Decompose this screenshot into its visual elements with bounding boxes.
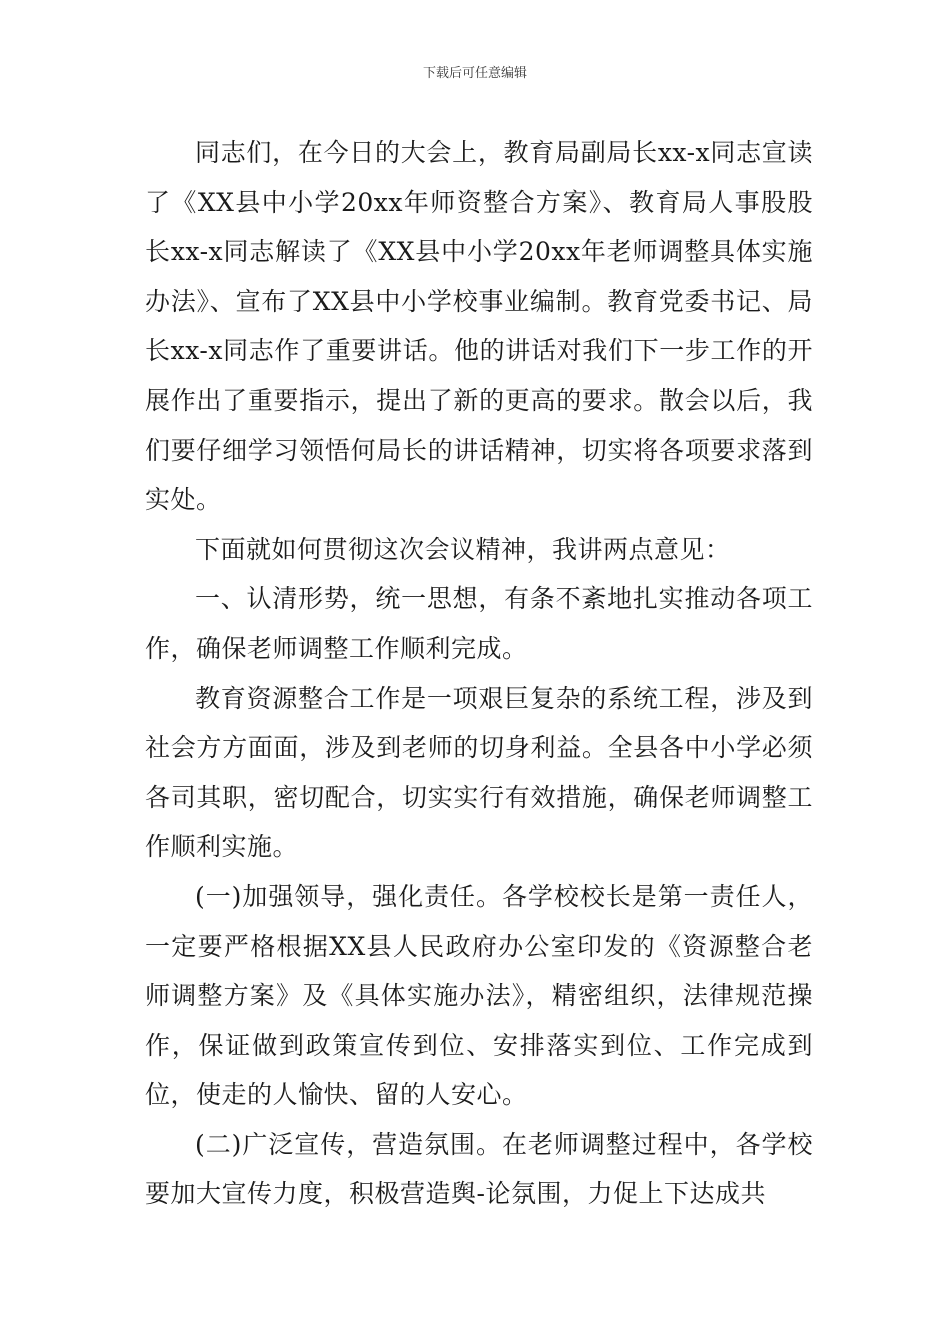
paragraph-section-one-heading: 一、认清形势，统一思想，有条不紊地扎实推动各项工作，确保老师调整工作顺利完成。 <box>145 584 813 663</box>
document-body <box>145 128 813 1219</box>
paragraph-intro: 下面就如何贯彻这次会议精神，我讲两点意见： <box>195 534 731 564</box>
paragraph-opening: 同志们，在今日的大会上，教育局副局长xx-x同志宣读了《XX县中小学20xx年师资整合方案》、教育局人事股股长xx-x同志解读了《XX县中小学20xx年老师调整具体实施办法》、宣布了XX县中小学校事业编制。教育党委书记、局长xx-x同志作了重要讲话。他的讲话对我们下一步工作的开展作出了重要指示，提出了新的更高的要求。散会以后，我们要仔细学习领悟何局长的讲话精神，切实将各项要求落到实处。 <box>145 138 813 515</box>
paragraph-item-two: (二)广泛宣传，营造氛围。在老师调整过程中，各学校要加大宣传力度，积极营造舆-论氛围，力促上下达成共 <box>145 1129 813 1209</box>
page-header: 下载后可任意编辑 <box>422 66 527 81</box>
paragraph-item-one: (一)加强领导，强化责任。各学校校长是第一责任人，一定要严格根据XX县人民政府办公室印发的《资源整合老师调整方案》及《具体实施办法》，精密组织，法律规范操作，保证做到政策宣传到位、安排落实到位、工作完成到位，使走的人愉快、留的人安心。 <box>145 881 813 1110</box>
paragraph-section-one-body: 教育资源整合工作是一项艰巨复杂的系统工程，涉及到社会方方面面，涉及到老师的切身利益。全县各中小学必须各司其职，密切配合，切实实行有效措施，确保老师调整工作顺利实施。 <box>145 683 813 862</box>
